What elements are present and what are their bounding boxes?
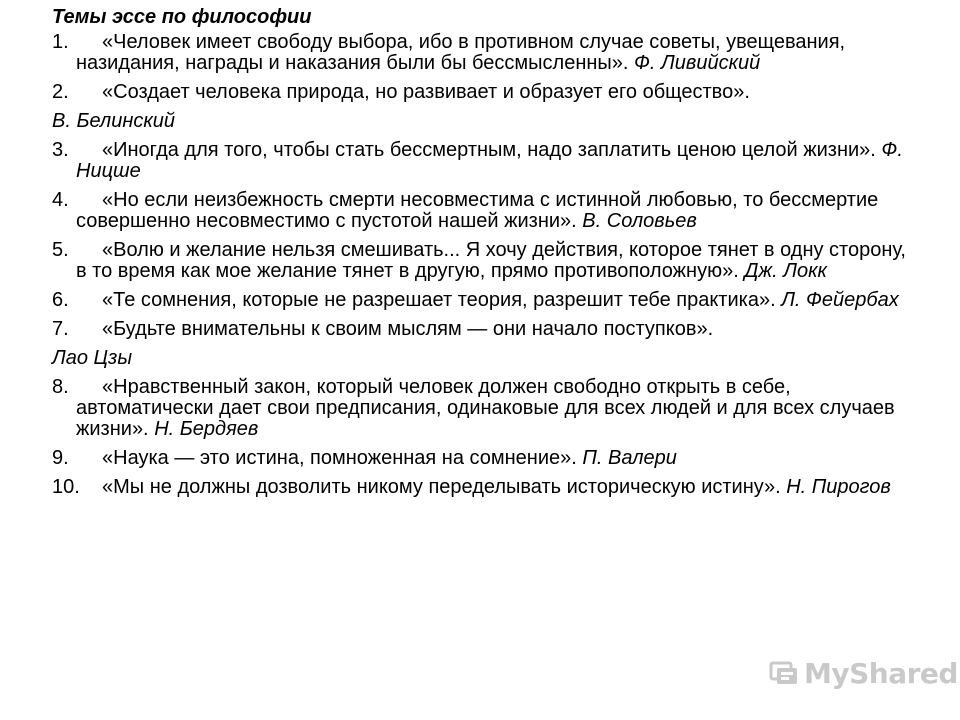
item-quote: «Будьте внимательны к своим мыслям — они начало поступков». — [102, 318, 714, 340]
item-quote: «Наука — это истина, помноженная на сомнение». — [102, 447, 577, 469]
item-number: 2. — [52, 81, 69, 103]
standalone-author: Лао Цзы — [52, 347, 133, 369]
item-quote: «Нравственный закон, который человек должен свободно открыть в себе, автоматически дает свои предписания, одинаковые для всех людей и для всех случаев жизни». — [76, 376, 895, 440]
list-item — [52, 82, 912, 103]
essay-topics-list — [52, 32, 912, 506]
list-item — [52, 290, 912, 311]
item-quote: «Но если неизбежность смерти несовместима с истинной любовью, то бессмертие совершенно несовместимо с пустотой нашей жизни». — [76, 189, 879, 232]
item-author: Дж. Локк — [744, 260, 828, 282]
item-number: 9. — [52, 447, 69, 469]
myshared-logo — [768, 655, 958, 691]
item-number: 1. — [52, 31, 69, 53]
list-item — [52, 319, 912, 340]
item-number: 8. — [52, 376, 69, 398]
list-item — [52, 32, 912, 74]
standalone-author: В. Белинский — [52, 110, 176, 132]
logo-text: MyShared — [804, 656, 958, 690]
list-item — [52, 448, 912, 469]
item-number: 3. — [52, 139, 69, 161]
myshared-logo-icon — [768, 657, 800, 689]
item-author: В. Соловьев — [582, 210, 697, 232]
item-author: Н. Пирогов — [786, 476, 891, 498]
list-item — [52, 377, 912, 440]
item-quote: «Создает человека природа, но развивает и образует его общество». — [102, 81, 750, 103]
item-number: 7. — [52, 318, 69, 340]
item-author: Ф. Ливийский — [634, 52, 761, 74]
item-quote: «Те сомнения, которые не разрешает теория, разрешит тебе практика». — [102, 289, 776, 311]
list-item — [52, 477, 912, 498]
item-quote: «Иногда для того, чтобы стать бессмертным, надо заплатить ценою целой жизни». — [102, 139, 876, 161]
list-item — [52, 140, 912, 182]
item-author: Ф. Ницше — [76, 139, 903, 182]
item-author: Н. Бердяев — [154, 418, 259, 440]
list-item — [52, 190, 912, 232]
item-number: 4. — [52, 189, 69, 211]
item-author: Л. Фейербах — [781, 289, 899, 311]
item-number: 5. — [52, 239, 69, 261]
item-number: 10. — [52, 476, 80, 498]
item-quote: «Волю и желание нельзя смешивать... Я хочу действия, которое тянет в одну сторону, в то время как мое желание тянет в другую, прямо противоположную». — [76, 239, 906, 282]
item-number: 6. — [52, 289, 69, 311]
item-author: П. Валери — [582, 447, 677, 469]
item-quote: «Мы не должны дозволить никому переделывать историческую истину». — [102, 476, 781, 498]
item-quote: «Человек имеет свободу выбора, ибо в противном случае советы, увещевания, назидания, награды и наказания были бы бессмысленны». — [76, 31, 846, 74]
page-title: Темы эссе по философии — [52, 6, 312, 28]
list-item — [52, 240, 912, 282]
